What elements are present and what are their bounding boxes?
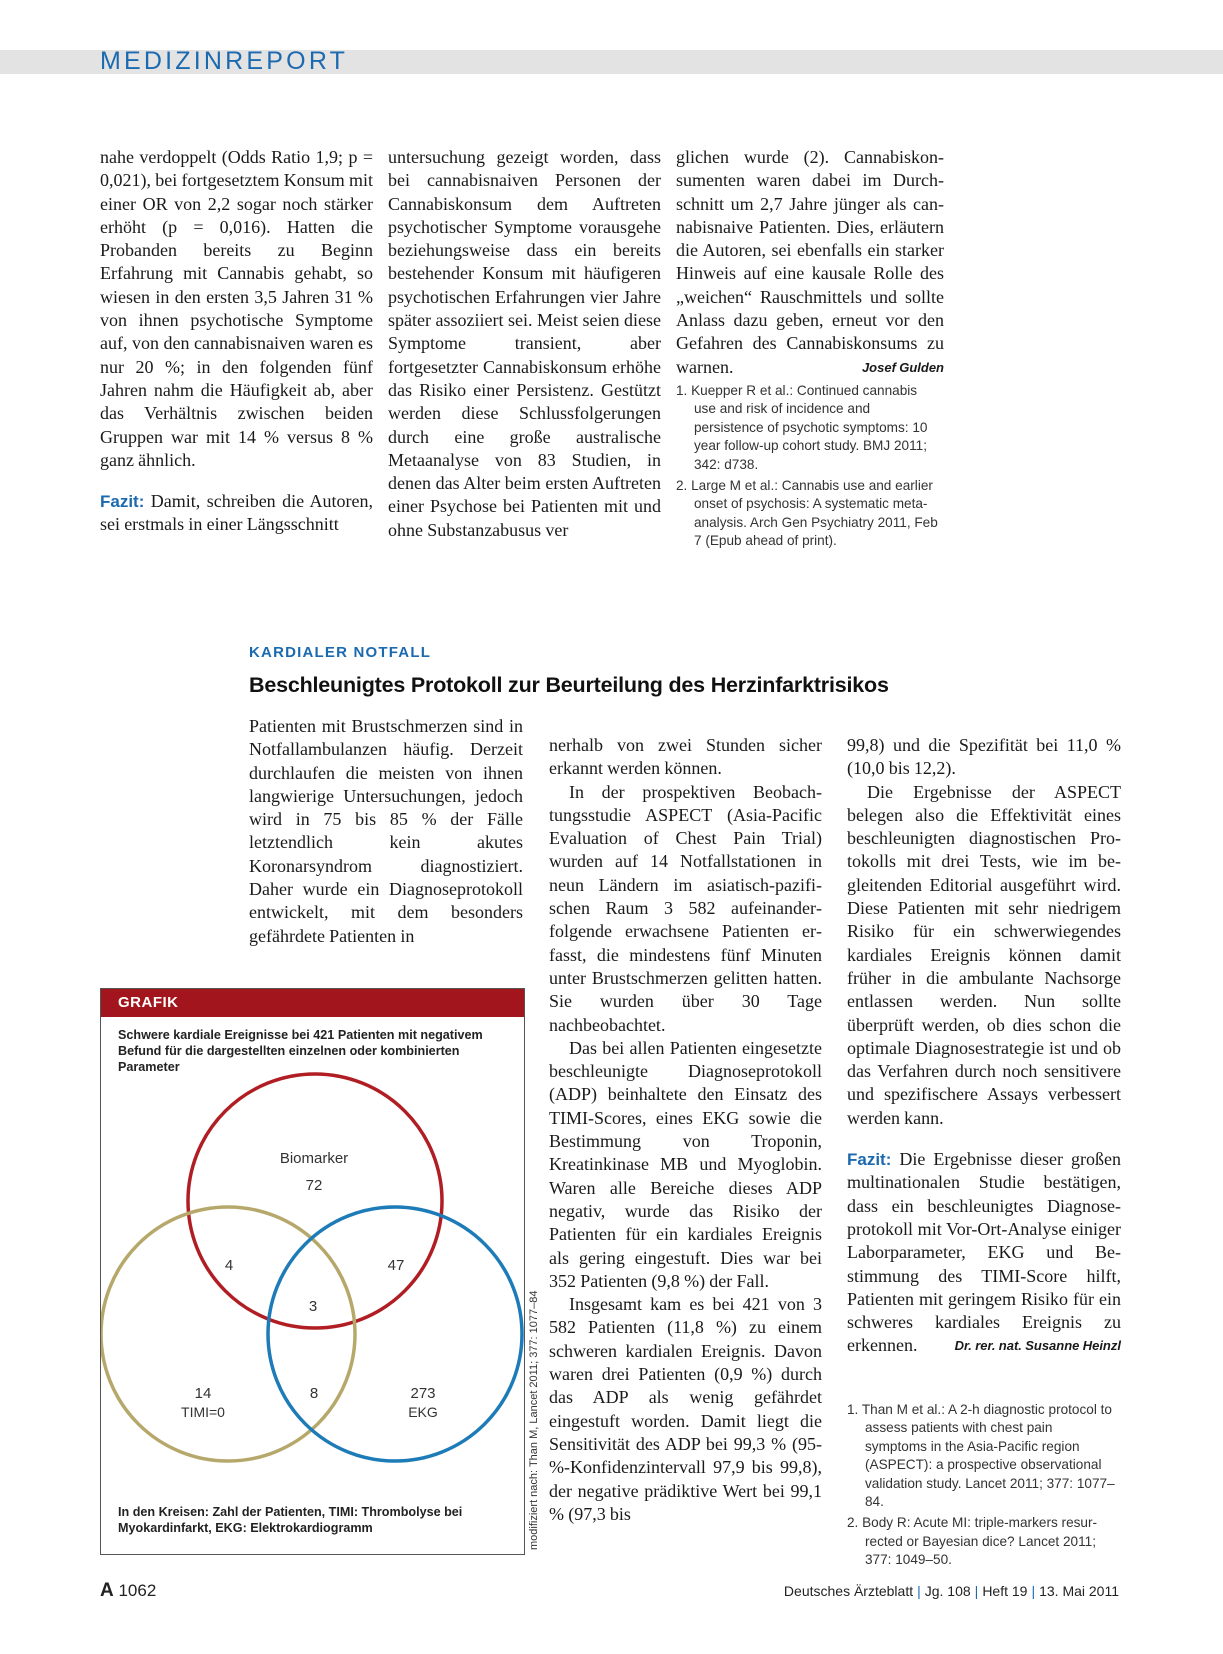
grafik-figure [100, 988, 525, 1555]
reference-item: 1. Than M et al.: A 2-h diagnostic protocol to assess patients with chest pain symptoms in the Asia-Pacific region (ASPECT): a prospective observational validation study. Lancet 2011; 377: 1077–84. [847, 1402, 1115, 1510]
article2-references [847, 1401, 1117, 1573]
venn-diagram [101, 989, 524, 1499]
fazit-text: Damit, schreiben die Autoren, sei erstmals in einer Längsschnitt [100, 491, 373, 535]
timi-label: TIMI=0 [181, 1404, 225, 1420]
article2-col3-para: 99,8) und die Spezifität bei 11,0 % (10,0 bis 12,2). [847, 735, 1121, 779]
ekg-label: EKG [408, 1404, 438, 1420]
grafik-source-note: modifiziert nach: Than M, Lancet 2011; 377: 1077–84 [528, 1290, 540, 1550]
separator: | [917, 1583, 921, 1599]
article2-column-1 [249, 715, 523, 948]
article1-col1-text: nahe verdoppelt (Odds Ratio 1,9; p = 0,021), bei fortgesetztem Konsum mit einer OR von 2,2 sogar noch stärker erhöht (p = 0,016). Hatten die Probanden bereits zu Beginn Erfahrung mit Cannabis gehabt, so wiesen in den ersten 3,5 Jahren 31 % von ihnen psychotische Symptome auf, von den cannabisnaiven waren es nur 20 %; in den folgenden fünf Jahren nahm die Häufigkeit ab, aber das Verhältnis zwischen beiden Gruppen war mit 14 % versus 8 % ganz ähnlich. [100, 147, 373, 470]
article1-column-1 [100, 146, 373, 537]
author: Josef Gulden [861, 359, 944, 375]
journal-volume: Jg. 108 [924, 1583, 971, 1599]
article1-col2-text: untersuchung gezeigt worden, dass bei cannabisnaiven Personen der Cannabiskonsum dem Auftreten psychotischer Symptome vorausgehe beziehungsweise dass ein bereits bestehender Konsum mit häufigeren psychotischen Erfahrungen vier Jahre später assoziiert sei. Meist seien diese Symptome transient, aber fortgesetzter Cannabiskonsum erhöhe das Risiko einer Persistenz. Gestützt werden diese Schlussfolgerungen durch eine große australische Metaanalyse von 83 Studien, in denen das Alter beim ersten Auftreten einer Psychose bei Patienten mit und ohne Substanzabusus ver [388, 147, 661, 540]
article1-references [676, 382, 938, 554]
fazit-label: Fazit: [847, 1150, 892, 1170]
article2-fazit [847, 1148, 1121, 1358]
article2-col2-para: nerhalb von zwei Stunden sicher erkannt werden können. [549, 735, 822, 779]
article2-kicker: KARDIALER NOTFALL [249, 644, 432, 661]
page-number-value: 1062 [118, 1581, 157, 1600]
biomarker-only-count: 72 [305, 1177, 323, 1194]
journal-name: Deutsches Ärzteblatt [783, 1583, 914, 1599]
page-number [100, 1580, 156, 1602]
biomarker-timi-count: 4 [224, 1257, 234, 1274]
reference-item: 2. Body R: Acute MI: triple-markers resurrected or Bayesian dice? Lancet 2011; 377: 1049–50. [847, 1515, 1098, 1568]
fazit-label: Fazit: [100, 492, 145, 512]
article2-headline: Beschleunigtes Protokoll zur Beurteilung des Herzinfarktrisikos [249, 673, 889, 697]
reference-item: 2. Large M et al.: Cannabis use and earlier onset of psychosis: A systematic meta-analysis. Arch Gen Psychiatry 2011, Feb 7 (Epub ahead of print). [676, 478, 938, 549]
author: Dr. rer. nat. Susanne Heinzl [954, 1338, 1121, 1354]
ekg-circle [268, 1207, 522, 1461]
fazit-text: Die Ergebnisse dieser großen multinationalen Studie bestätigen, dass ein beschleunigtes Diagnoseprotokoll mit Vor-Ort-Analyse einiger Laborparameter, EKG und Bestimmung des TIMI-Score hilft, Patienten mit geringem Risiko für ein schweres kardiales Ereignis zu erkennen. [847, 1149, 1121, 1356]
article2-column-2 [549, 734, 822, 1526]
article2-column-3 [847, 734, 1121, 1358]
article2-col2-para: Das bei allen Patienten eingesetzte beschleunigte Diagnoseprotokoll (ADP) beinhaltete den Einsatz des TIMI-Scores, eines EKG sowie die Bestimmung von Troponin, Kreatinkinase MB und Myoglobin. Waren alle Bereiche dieses ADP negativ, wurde das Risiko der Patienten für ein kardiales Ereignis als gering eingestuft. Dies war bei 352 Patienten (9,8 %) der Fall. [549, 1037, 822, 1291]
journal-info [784, 1583, 1119, 1599]
biomarker-circle [188, 1074, 442, 1328]
article1-col3-body: glichen wurde (2). Cannabiskonsumenten waren dabei im Durchschnitt um 2,7 Jahre jünger als cannabisnaive Patienten. Dies, erläutern die Autoren, sei ebenfalls ein starker Hinweis auf eine kausale Rolle des „weichen“ Rauschmittels und sollte Anlass dazu geben, erneut vor den Gefahren des Cannabiskonsums zu warnen. [676, 147, 944, 377]
article2-col2-para: Insgesamt kam es bei 421 von 3 582 Patienten (11,8 %) zu einem schweren kardialen Ereignis. Davon waren drei Patienten (0,9 %) durch das ADP als wenig gefährdet eingestuft worden. Damit liegt die Sensitivität des ADP bei 99,3 % (95-%-Konfidenzintervall 97,9 bis 99,8), der negative prädiktive Wert bei 99,1 % (97,3 bis [549, 1294, 822, 1524]
biomarker-ekg-count: 47 [387, 1257, 405, 1274]
article1-col3-text [676, 146, 944, 379]
separator: | [1031, 1583, 1036, 1599]
reference-item: 1. Kuepper R et al.: Continued cannabis use and risk of incidence and persistence of psychotic symptoms: 10 year follow-up cohort study. BMJ 2011; 342: d738. [676, 383, 928, 472]
timi-ekg-count: 8 [309, 1385, 319, 1402]
article2-col1-text: Patienten mit Brustschmerzen sind in Notfallambulanzen häufig. Derzeit durchlaufen die meisten von ihnen langwierige Untersuchungen, jedoch wird in 75 bis 85 % der Fälle letztendlich kein akutes Koronarsyndrom diagnostiziert. Daher wurde ein Diagnoseprotokoll entwickelt, mit dem besonders gefährdete Patienten in [249, 716, 523, 946]
article1-column-2 [388, 146, 661, 542]
separator: | [974, 1583, 979, 1599]
timi-only-count: 14 [194, 1385, 212, 1402]
page-prefix: A [100, 1580, 114, 1601]
biomarker-label: Biomarker [279, 1150, 349, 1167]
article1-column-3 [676, 146, 944, 379]
grafik-label: GRAFIK [101, 989, 524, 1017]
section-title: MEDIZINREPORT [100, 47, 349, 75]
grafik-caption: In den Kreisen: Zahl der Patienten, TIMI: Thrombolyse bei Myokardinfarkt, EKG: Elektrokardiogramm [118, 1505, 463, 1535]
all-three-count: 3 [308, 1298, 318, 1315]
timi-circle [101, 1207, 355, 1461]
ekg-only-count: 273 [410, 1385, 436, 1402]
journal-issue: Heft 19 [982, 1583, 1028, 1599]
grafik-subtitle: Schwere kardiale Ereignisse bei 421 Patienten mit negativem Befund für die dargestellten einzelnen oder kombinierten Parameter [118, 1028, 483, 1074]
article2-col2-para: In der prospektiven Beobachtungsstudie ASPECT (Asia-Pacific Evaluation of Chest Pain Trial) wurden auf 14 Notfallstationen in neun Ländern im asiatisch-pazifischen Raum 3 582 aufeinanderfolgende erwachsene Patienten erfasst, die mindestens fünf Minuten unter Brustschmerzen gelitten hatten. Sie wurden über 30 Tage nachbeobachtet. [549, 781, 822, 1035]
article2-col3-para: Die Ergebnisse der ASPECT belegen also die Effektivität eines beschleunigten diagnostischen Protokolls mit drei Tests, wie im begleitenden Editorial ausgeführt wird. Diese Patienten mit sehr niedrigem Risiko für ein schwerwiegendes kardiales Ereignis können damit früher in die ambulante Nachsorge entlassen werden. Nun sollte überprüft werden, ob dies schon die optimale Diagnosestrategie ist und ob das Verfahren durch noch sensitivere und spezifischere Assays verbessert werden kann. [847, 781, 1121, 1128]
article1-fazit [100, 490, 373, 537]
journal-date: 13. Mai 2011 [1039, 1583, 1119, 1599]
